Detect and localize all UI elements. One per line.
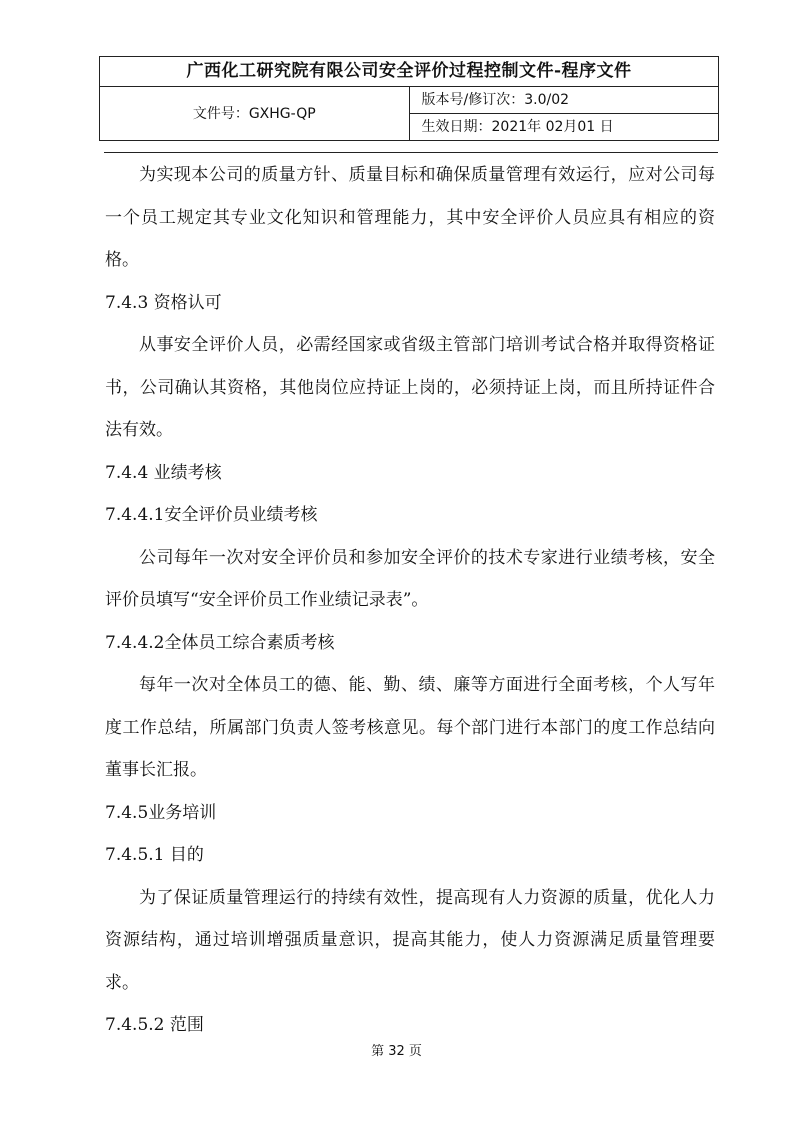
- file-number: 文件号：GXHG-QP: [100, 87, 410, 141]
- page-number: 第 32 页: [371, 1044, 422, 1059]
- section-heading: 7.4.5业务培训: [105, 802, 217, 823]
- section-heading: 7.4.4.1安全评价员业绩考核: [105, 505, 318, 525]
- header-divider: [104, 152, 718, 153]
- body-paragraph: 为了保证质量管理运行的持续有效性，提高现有人力资源的质量，优化人力资源结构，通过培训增强质量意识，提高其能力，使人力资源满足质量管理要求。: [105, 887, 715, 993]
- document-title: 广西化工研究院有限公司安全评价过程控制文件-程序文件: [100, 57, 719, 87]
- version-number: 版本号/修订次：3.0/02: [409, 87, 719, 114]
- body-paragraph: 为实现本公司的质量方针、质量目标和确保质量管理有效运行，应对公司每一个员工规定其专业文化知识和管理能力，其中安全评价人员应具有相应的资格。: [105, 165, 715, 270]
- section-heading: 7.4.4 业绩考核: [105, 462, 222, 483]
- document-header-table: [99, 56, 719, 141]
- effective-date: 生效日期：2021年 02月01 日: [409, 114, 719, 141]
- body-paragraph: 每年一次对全体员工的德、能、勤、绩、廉等方面进行全面考核，个人写年度工作总结，所属部门负责人签考核意见。每个部门进行本部门的度工作总结向董事长汇报。: [105, 675, 715, 780]
- body-paragraph: 公司每年一次对安全评价员和参加安全评价的技术专家进行业绩考核，安全评价员填写“安全评价员工作业绩记录表”。: [105, 547, 715, 610]
- section-heading: 7.4.5.2 范围: [105, 1015, 204, 1035]
- section-heading: 7.4.3 资格认可: [105, 292, 222, 313]
- body-paragraph: 从事安全评价人员，必需经国家或省级主管部门培训考试合格并取得资格证书，公司确认其资格，其他岗位应持证上岗的，必须持证上岗，而且所持证件合法有效。: [105, 335, 715, 440]
- section-heading: 7.4.4.2全体员工综合素质考核: [105, 632, 335, 653]
- document-body: [105, 154, 715, 1047]
- section-heading: 7.4.5.1 目的: [105, 845, 204, 865]
